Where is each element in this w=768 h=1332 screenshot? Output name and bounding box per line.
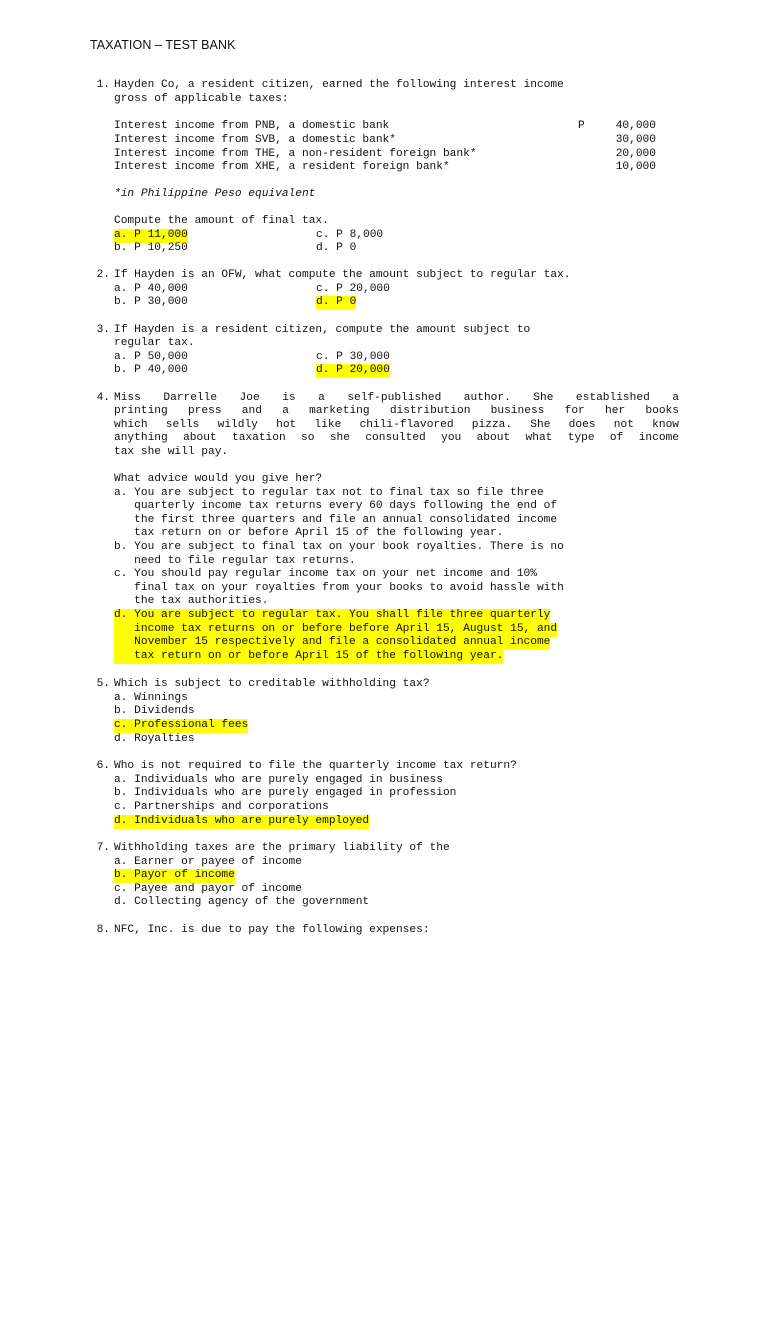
choice-c-line: the tax authorities. (114, 595, 269, 607)
choice-c: c. P 8,000 (316, 229, 384, 241)
income-item-amount: 30,000 (615, 134, 656, 146)
choice-c: c. P 30,000 (316, 351, 390, 363)
choice-d-correct: d. Individuals who are purely employed (114, 815, 370, 827)
question-stem-line: anything about taxation so she consulted you about what type of income (114, 432, 679, 444)
question-stem-line: regular tax. (114, 337, 195, 349)
choice-d-correct: d. P 20,000 (316, 364, 390, 376)
income-item-label: Interest income from PNB, a domestic bank (114, 120, 390, 132)
question-stem-line: Who is not required to file the quarterly income tax return? (114, 760, 517, 772)
choice-c-correct: c. Professional fees (114, 719, 249, 731)
question-8 (0, 924, 768, 1332)
question-stem-line: If Hayden is a resident citizen, compute the amount subject to (114, 324, 531, 336)
question-number: 5. (96, 678, 110, 690)
choice-d: d. Collecting agency of the government (114, 896, 370, 908)
question-prompt: What advice would you give her? (114, 473, 323, 485)
question-stem-line: which sells wildly hot like chili-flavored pizza. She does not know (114, 419, 679, 431)
question-stem-line: tax she will pay. (114, 446, 229, 458)
question-stem-line: Miss Darrelle Joe is a self-published author. She established a (114, 392, 679, 404)
choice-b-line: need to file regular tax returns. (114, 555, 356, 567)
choice-d: d. P 0 (316, 242, 357, 254)
choice-a-correct: a. P 11,000 (114, 229, 188, 241)
choice-b-line: b. You are subject to final tax on your book royalties. There is no (114, 541, 564, 553)
question-number: 8. (96, 924, 110, 936)
question-number: 7. (96, 842, 110, 854)
question-number: 1. (96, 79, 110, 91)
choice-b: b. P 30,000 (114, 296, 188, 308)
choice-d-correct-line: d. You are subject to regular tax. You shall file three quarterly (114, 609, 551, 621)
choice-c: c. Payee and payor of income (114, 883, 302, 895)
choice-a: a. Winnings (114, 692, 188, 704)
choice-a-line: quarterly income tax returns every 60 days following the end of (114, 500, 558, 512)
choice-b: b. P 40,000 (114, 364, 188, 376)
document-header: TAXATION – TEST BANK (90, 38, 236, 52)
choice-a: a. P 40,000 (114, 283, 188, 295)
currency-note: *in Philippine Peso equivalent (114, 188, 316, 200)
choice-c: c. Partnerships and corporations (114, 801, 329, 813)
question-prompt: Compute the amount of final tax. (114, 215, 329, 227)
choice-a: a. Individuals who are purely engaged in business (114, 774, 443, 786)
question-number: 3. (96, 324, 110, 336)
question-number: 6. (96, 760, 110, 772)
choice-d: d. Royalties (114, 733, 195, 745)
choice-a: a. Earner or payee of income (114, 856, 302, 868)
question-stem-line: Which is subject to creditable withholding tax? (114, 678, 430, 690)
choice-b: b. Dividends (114, 705, 195, 717)
question-stem-line: Withholding taxes are the primary liability of the (114, 842, 450, 854)
income-item-label: Interest income from THE, a non-resident foreign bank* (114, 148, 477, 160)
choice-a-line: a. You are subject to regular tax not to final tax so file three (114, 487, 544, 499)
choice-d-correct: d. P 0 (316, 296, 357, 308)
income-item-amount: 40,000 (615, 120, 656, 132)
income-item-label: Interest income from XHE, a resident foreign bank* (114, 161, 450, 173)
choice-c-line: c. You should pay regular income tax on your net income and 10% (114, 568, 537, 580)
choice-c-line: final tax on your royalties from your books to avoid hassle with (114, 582, 564, 594)
choice-a-line: tax return on or before April 15 of the following year. (114, 527, 504, 539)
question-stem-line: gross of applicable taxes: (114, 93, 289, 105)
question-stem-line: NFC, Inc. is due to pay the following expenses: (114, 924, 430, 936)
question-stem-line: Hayden Co, a resident citizen, earned the following interest income (114, 79, 564, 91)
question-number: 4. (96, 392, 110, 404)
question-stem-line: printing press and a marketing distribution business for her books (114, 405, 679, 417)
choice-d-correct-line: income tax returns on or before before April 15, August 15, and (114, 623, 558, 635)
income-item-label: Interest income from SVB, a domestic bank* (114, 134, 396, 146)
choice-c: c. P 20,000 (316, 283, 390, 295)
question-number: 2. (96, 269, 110, 281)
income-item-amount: 10,000 (615, 161, 656, 173)
question-stem-line: If Hayden is an OFW, what compute the amount subject to regular tax. (114, 269, 571, 281)
choice-d-correct-line: November 15 respectively and file a consolidated annual income (114, 636, 551, 648)
choice-b: b. Individuals who are purely engaged in profession (114, 787, 457, 799)
income-item-currency: P (578, 120, 585, 132)
income-item-amount: 20,000 (615, 148, 656, 160)
choice-b-correct: b. Payor of income (114, 869, 235, 881)
choice-a-line: the first three quarters and file an annual consolidated income (114, 514, 558, 526)
choice-a: a. P 50,000 (114, 351, 188, 363)
choice-b: b. P 10,250 (114, 242, 188, 254)
choice-d-correct-line: tax return on or before April 15 of the following year. (114, 650, 504, 662)
